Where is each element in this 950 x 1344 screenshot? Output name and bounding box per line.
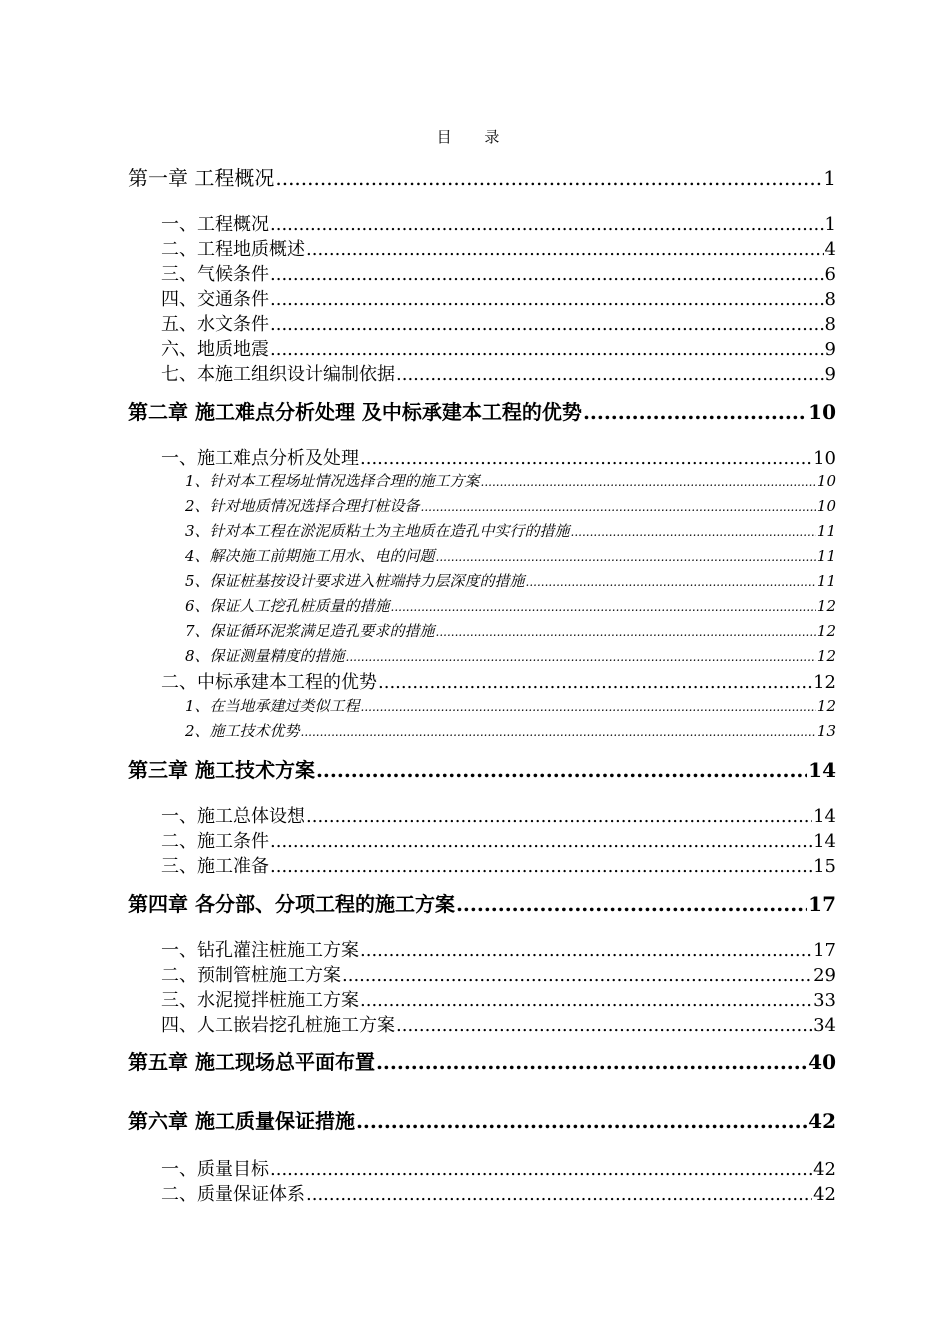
dot-leader	[361, 700, 816, 714]
dot-leader	[526, 575, 816, 589]
chapter-label: 第四章 各分部、分项工程的施工方案	[128, 892, 455, 916]
dot-leader	[571, 525, 816, 539]
toc-subsection[interactable]	[185, 645, 836, 666]
page-number: 8	[824, 314, 836, 335]
dot-leader	[270, 214, 824, 235]
section-label: 一、施工总体设想	[161, 806, 305, 827]
subsection-label: 8、保证测量精度的措施	[185, 647, 345, 665]
section-label: 五、水文条件	[161, 314, 269, 335]
toc-section[interactable]	[161, 1180, 836, 1206]
section-label: 三、气候条件	[161, 264, 269, 285]
page-number: 14	[808, 758, 836, 782]
dot-leader	[316, 758, 807, 782]
page-number: 11	[816, 522, 836, 540]
dot-leader	[306, 1184, 812, 1205]
dot-leader	[270, 264, 824, 285]
page-number: 29	[813, 965, 836, 986]
toc-chapter-6[interactable]	[128, 1105, 836, 1134]
dot-leader	[270, 289, 824, 310]
section-label: 三、水泥搅拌桩施工方案	[161, 990, 359, 1011]
page-number: 10	[816, 497, 836, 515]
dot-leader	[356, 1109, 807, 1133]
subsection-label: 1、在当地承建过类似工程	[185, 697, 360, 715]
toc-subsection[interactable]	[185, 720, 836, 741]
dot-leader	[360, 940, 812, 961]
subsection-label: 1、针对本工程场址情况选择合理的施工方案	[185, 472, 480, 490]
page-number: 17	[813, 940, 836, 961]
section-label: 二、质量保证体系	[161, 1184, 305, 1205]
dot-leader	[378, 672, 812, 693]
page-number: 13	[816, 722, 836, 740]
dot-leader	[436, 625, 816, 639]
dot-leader	[270, 314, 824, 335]
section-label: 四、人工嵌岩挖孔桩施工方案	[161, 1015, 395, 1036]
page-number: 8	[824, 289, 836, 310]
subsection-label: 3、针对本工程在淤泥质粘土为主地质在造孔中实行的措施	[185, 522, 570, 540]
dot-leader	[306, 239, 824, 260]
page-number: 15	[813, 856, 836, 877]
toc-section[interactable]	[161, 827, 836, 853]
toc-subsection[interactable]	[185, 520, 836, 541]
chapter-label: 第五章 施工现场总平面布置	[128, 1050, 375, 1074]
page-number: 10	[813, 448, 836, 469]
dot-leader	[270, 856, 812, 877]
subsection-label: 5、保证桩基按设计要求进入桩端持力层深度的措施	[185, 572, 525, 590]
toc-subsection[interactable]	[185, 470, 836, 491]
subsection-label: 4、解决施工前期施工用水、电的问题	[185, 547, 435, 565]
dot-leader	[391, 600, 816, 614]
toc-subsection[interactable]	[185, 495, 836, 516]
page-number: 17	[808, 892, 836, 916]
dot-leader	[481, 475, 816, 489]
dot-leader	[396, 364, 824, 385]
dot-leader	[270, 831, 812, 852]
section-label: 一、施工难点分析及处理	[161, 448, 359, 469]
page-number: 1	[824, 214, 836, 235]
dot-leader	[301, 725, 816, 739]
toc-chapter-5[interactable]	[128, 1046, 836, 1075]
chapter-label: 第一章 工程概况	[128, 166, 275, 190]
page-number: 12	[816, 697, 836, 715]
subsection-label: 7、保证循环泥浆满足造孔要求的措施	[185, 622, 435, 640]
toc-chapter-3[interactable]	[128, 754, 836, 783]
toc-chapter-1[interactable]	[128, 162, 836, 191]
page-number: 42	[808, 1109, 836, 1133]
page-number: 34	[813, 1015, 836, 1036]
dot-leader	[456, 892, 807, 916]
toc-section[interactable]	[161, 260, 836, 286]
chapter-label: 第三章 施工技术方案	[128, 758, 315, 782]
dot-leader	[396, 1015, 812, 1036]
section-label: 二、中标承建本工程的优势	[161, 672, 377, 693]
dot-leader	[346, 650, 816, 664]
toc-chapter-2[interactable]	[128, 396, 836, 425]
toc-subsection[interactable]	[185, 545, 836, 566]
page-number: 10	[808, 400, 836, 424]
section-label: 二、预制管桩施工方案	[161, 965, 341, 986]
page-number: 14	[813, 806, 836, 827]
toc-chapter-4[interactable]	[128, 888, 836, 917]
toc-section[interactable]	[161, 1011, 836, 1037]
toc-subsection[interactable]	[185, 595, 836, 616]
toc-section[interactable]	[161, 1155, 836, 1181]
dot-leader	[421, 500, 816, 514]
page-number: 42	[813, 1184, 836, 1205]
page-number: 6	[824, 264, 836, 285]
page-number: 40	[808, 1050, 836, 1074]
section-label: 七、本施工组织设计编制依据	[161, 364, 395, 385]
dot-leader	[360, 990, 812, 1011]
section-label: 二、工程地质概述	[161, 239, 305, 260]
page-number: 9	[824, 364, 836, 385]
toc-section[interactable]	[161, 210, 836, 236]
toc-subsection[interactable]	[185, 570, 836, 591]
page-number: 1	[823, 166, 836, 190]
chapter-label: 第二章 施工难点分析处理 及中标承建本工程的优势	[128, 400, 582, 424]
page-number: 12	[816, 622, 836, 640]
toc-section[interactable]	[161, 235, 836, 261]
dot-leader	[583, 400, 807, 424]
toc-section[interactable]	[161, 360, 836, 386]
dot-leader	[306, 806, 812, 827]
dot-leader	[342, 965, 812, 986]
page-number: 4	[824, 239, 836, 260]
subsection-label: 2、针对地质情况选择合理打桩设备	[185, 497, 420, 515]
page-number: 33	[813, 990, 836, 1011]
toc-section[interactable]	[161, 936, 836, 962]
page-number: 10	[816, 472, 836, 490]
page-number: 14	[813, 831, 836, 852]
page-number: 42	[813, 1159, 836, 1180]
dot-leader	[376, 1050, 807, 1074]
section-label: 二、施工条件	[161, 831, 269, 852]
toc-section[interactable]	[161, 802, 836, 828]
dot-leader	[360, 448, 812, 469]
toc-section[interactable]	[161, 852, 836, 878]
toc-section[interactable]	[161, 444, 836, 470]
toc-section[interactable]	[161, 668, 836, 694]
section-label: 三、施工准备	[161, 856, 269, 877]
dot-leader	[270, 1159, 812, 1180]
section-label: 一、钻孔灌注桩施工方案	[161, 940, 359, 961]
section-label: 一、工程概况	[161, 214, 269, 235]
toc-section[interactable]	[161, 335, 836, 361]
subsection-label: 6、保证人工挖孔桩质量的措施	[185, 597, 390, 615]
toc-subsection[interactable]	[185, 695, 836, 716]
toc-section[interactable]	[161, 961, 836, 987]
dot-leader	[436, 550, 816, 564]
toc-section[interactable]	[161, 310, 836, 336]
page-number: 12	[816, 647, 836, 665]
dot-leader	[275, 166, 822, 190]
chapter-label: 第六章 施工质量保证措施	[128, 1109, 355, 1133]
page-number: 9	[824, 339, 836, 360]
toc-section[interactable]	[161, 986, 836, 1012]
toc-subsection[interactable]	[185, 620, 836, 641]
toc-section[interactable]	[161, 285, 836, 311]
dot-leader	[270, 339, 824, 360]
page-number: 11	[816, 547, 836, 565]
page-number: 11	[816, 572, 836, 590]
section-label: 一、质量目标	[161, 1159, 269, 1180]
section-label: 四、交通条件	[161, 289, 269, 310]
page-number: 12	[816, 597, 836, 615]
section-label: 六、地质地震	[161, 339, 269, 360]
page-number: 12	[813, 672, 836, 693]
subsection-label: 2、施工技术优势	[185, 722, 300, 740]
toc-title: 目 录	[436, 128, 514, 146]
